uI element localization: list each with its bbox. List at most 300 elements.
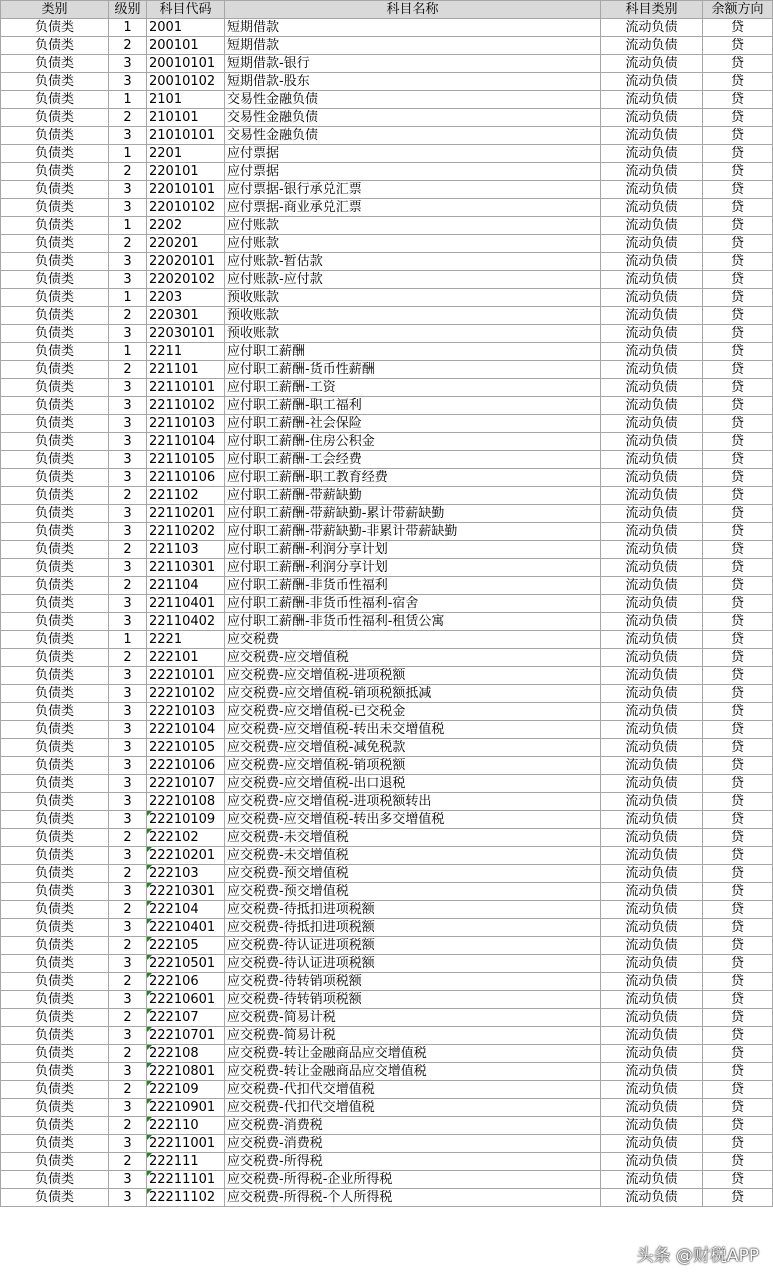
cell-category[interactable]: 负债类 — [1, 541, 109, 559]
cell-code[interactable]: 222102 — [147, 829, 225, 847]
cell-direction[interactable]: 贷 — [703, 1189, 773, 1207]
header-name[interactable]: 科目名称 — [225, 1, 601, 19]
cell-type[interactable]: 流动负债 — [601, 577, 703, 595]
cell-level[interactable]: 3 — [109, 199, 147, 217]
cell-code[interactable]: 220101 — [147, 163, 225, 181]
cell-category[interactable]: 负债类 — [1, 667, 109, 685]
cell-type[interactable]: 流动负债 — [601, 811, 703, 829]
cell-category[interactable]: 负债类 — [1, 253, 109, 271]
cell-type[interactable]: 流动负债 — [601, 433, 703, 451]
cell-direction[interactable]: 贷 — [703, 109, 773, 127]
cell-name[interactable]: 应交税费-转让金融商品应交增值税 — [225, 1063, 601, 1081]
cell-category[interactable]: 负债类 — [1, 757, 109, 775]
cell-direction[interactable]: 贷 — [703, 1099, 773, 1117]
cell-direction[interactable]: 贷 — [703, 811, 773, 829]
cell-type[interactable]: 流动负债 — [601, 1135, 703, 1153]
cell-direction[interactable]: 贷 — [703, 415, 773, 433]
cell-direction[interactable]: 贷 — [703, 55, 773, 73]
cell-type[interactable]: 流动负债 — [601, 631, 703, 649]
cell-code[interactable]: 22210901 — [147, 1099, 225, 1117]
cell-type[interactable]: 流动负债 — [601, 721, 703, 739]
cell-level[interactable]: 2 — [109, 307, 147, 325]
header-direction[interactable]: 余额方向 — [703, 1, 773, 19]
cell-type[interactable]: 流动负债 — [601, 19, 703, 37]
cell-category[interactable]: 负债类 — [1, 793, 109, 811]
cell-type[interactable]: 流动负债 — [601, 901, 703, 919]
cell-level[interactable]: 3 — [109, 451, 147, 469]
cell-name[interactable]: 应交税费-预交增值税 — [225, 865, 601, 883]
cell-category[interactable]: 负债类 — [1, 73, 109, 91]
cell-code[interactable]: 20010102 — [147, 73, 225, 91]
cell-name[interactable]: 交易性金融负债 — [225, 91, 601, 109]
cell-type[interactable]: 流动负债 — [601, 289, 703, 307]
cell-type[interactable]: 流动负债 — [601, 235, 703, 253]
cell-category[interactable]: 负债类 — [1, 649, 109, 667]
cell-type[interactable]: 流动负债 — [601, 487, 703, 505]
cell-name[interactable]: 应付账款 — [225, 217, 601, 235]
cell-name[interactable]: 应付职工薪酬-职工福利 — [225, 397, 601, 415]
cell-category[interactable]: 负债类 — [1, 1009, 109, 1027]
cell-category[interactable]: 负债类 — [1, 919, 109, 937]
cell-name[interactable]: 应交税费-未交增值税 — [225, 847, 601, 865]
cell-direction[interactable]: 贷 — [703, 595, 773, 613]
cell-type[interactable]: 流动负债 — [601, 883, 703, 901]
cell-direction[interactable]: 贷 — [703, 253, 773, 271]
cell-direction[interactable]: 贷 — [703, 739, 773, 757]
cell-type[interactable]: 流动负债 — [601, 271, 703, 289]
cell-level[interactable]: 1 — [109, 19, 147, 37]
cell-level[interactable]: 3 — [109, 595, 147, 613]
cell-code[interactable]: 221102 — [147, 487, 225, 505]
cell-name[interactable]: 应付账款 — [225, 235, 601, 253]
cell-direction[interactable]: 贷 — [703, 1027, 773, 1045]
cell-code[interactable]: 2001 — [147, 19, 225, 37]
cell-code[interactable]: 22210201 — [147, 847, 225, 865]
cell-direction[interactable]: 贷 — [703, 361, 773, 379]
cell-category[interactable]: 负债类 — [1, 1117, 109, 1135]
cell-direction[interactable]: 贷 — [703, 577, 773, 595]
cell-category[interactable]: 负债类 — [1, 181, 109, 199]
cell-type[interactable]: 流动负债 — [601, 1171, 703, 1189]
cell-type[interactable]: 流动负债 — [601, 397, 703, 415]
cell-level[interactable]: 3 — [109, 1027, 147, 1045]
cell-code[interactable]: 222106 — [147, 973, 225, 991]
cell-name[interactable]: 应交税费-应交增值税-转出多交增值税 — [225, 811, 601, 829]
cell-type[interactable]: 流动负债 — [601, 343, 703, 361]
cell-name[interactable]: 应交税费-应交增值税-销项税额 — [225, 757, 601, 775]
cell-type[interactable]: 流动负债 — [601, 253, 703, 271]
cell-type[interactable]: 流动负债 — [601, 1027, 703, 1045]
cell-type[interactable]: 流动负债 — [601, 667, 703, 685]
cell-type[interactable]: 流动负债 — [601, 775, 703, 793]
cell-type[interactable]: 流动负债 — [601, 37, 703, 55]
cell-category[interactable]: 负债类 — [1, 523, 109, 541]
cell-type[interactable]: 流动负债 — [601, 379, 703, 397]
cell-type[interactable]: 流动负债 — [601, 613, 703, 631]
cell-direction[interactable]: 贷 — [703, 1171, 773, 1189]
cell-type[interactable]: 流动负债 — [601, 361, 703, 379]
cell-level[interactable]: 3 — [109, 1099, 147, 1117]
cell-level[interactable]: 2 — [109, 361, 147, 379]
cell-name[interactable]: 应付职工薪酬-工会经费 — [225, 451, 601, 469]
cell-level[interactable]: 3 — [109, 991, 147, 1009]
cell-code[interactable]: 22210801 — [147, 1063, 225, 1081]
cell-type[interactable]: 流动负债 — [601, 865, 703, 883]
cell-direction[interactable]: 贷 — [703, 19, 773, 37]
cell-type[interactable]: 流动负债 — [601, 451, 703, 469]
cell-direction[interactable]: 贷 — [703, 523, 773, 541]
cell-category[interactable]: 负债类 — [1, 937, 109, 955]
cell-name[interactable]: 应交税费-消费税 — [225, 1135, 601, 1153]
cell-code[interactable]: 222111 — [147, 1153, 225, 1171]
cell-category[interactable]: 负债类 — [1, 271, 109, 289]
cell-name[interactable]: 应付票据-银行承兑汇票 — [225, 181, 601, 199]
cell-code[interactable]: 2101 — [147, 91, 225, 109]
cell-name[interactable]: 应交税费-待转销项税额 — [225, 991, 601, 1009]
cell-level[interactable]: 3 — [109, 253, 147, 271]
cell-type[interactable]: 流动负债 — [601, 1117, 703, 1135]
cell-code[interactable]: 22110401 — [147, 595, 225, 613]
cell-category[interactable]: 负债类 — [1, 163, 109, 181]
cell-code[interactable]: 222104 — [147, 901, 225, 919]
cell-level[interactable]: 1 — [109, 91, 147, 109]
cell-type[interactable]: 流动负债 — [601, 955, 703, 973]
cell-name[interactable]: 应付账款-应付款 — [225, 271, 601, 289]
cell-name[interactable]: 预收账款 — [225, 289, 601, 307]
cell-level[interactable]: 2 — [109, 829, 147, 847]
cell-type[interactable]: 流动负债 — [601, 739, 703, 757]
cell-code[interactable]: 22210106 — [147, 757, 225, 775]
cell-category[interactable]: 负债类 — [1, 307, 109, 325]
cell-name[interactable]: 应付职工薪酬-社会保险 — [225, 415, 601, 433]
cell-level[interactable]: 3 — [109, 505, 147, 523]
cell-type[interactable]: 流动负债 — [601, 505, 703, 523]
cell-name[interactable]: 应交税费 — [225, 631, 601, 649]
cell-type[interactable]: 流动负债 — [601, 703, 703, 721]
cell-direction[interactable]: 贷 — [703, 1117, 773, 1135]
cell-category[interactable]: 负债类 — [1, 577, 109, 595]
cell-level[interactable]: 2 — [109, 1045, 147, 1063]
cell-code[interactable]: 22210401 — [147, 919, 225, 937]
cell-level[interactable]: 3 — [109, 325, 147, 343]
cell-name[interactable]: 应交税费-预交增值税 — [225, 883, 601, 901]
cell-category[interactable]: 负债类 — [1, 19, 109, 37]
cell-direction[interactable]: 贷 — [703, 541, 773, 559]
cell-code[interactable]: 22110102 — [147, 397, 225, 415]
cell-direction[interactable]: 贷 — [703, 1153, 773, 1171]
cell-category[interactable]: 负债类 — [1, 865, 109, 883]
cell-category[interactable]: 负债类 — [1, 595, 109, 613]
cell-type[interactable]: 流动负债 — [601, 829, 703, 847]
cell-name[interactable]: 短期借款 — [225, 19, 601, 37]
cell-direction[interactable]: 贷 — [703, 397, 773, 415]
cell-code[interactable]: 22110402 — [147, 613, 225, 631]
cell-name[interactable]: 应交税费-所得税-企业所得税 — [225, 1171, 601, 1189]
cell-level[interactable]: 3 — [109, 73, 147, 91]
cell-type[interactable]: 流动负债 — [601, 649, 703, 667]
cell-level[interactable]: 3 — [109, 1189, 147, 1207]
cell-code[interactable]: 22210105 — [147, 739, 225, 757]
cell-category[interactable]: 负债类 — [1, 361, 109, 379]
cell-type[interactable]: 流动负债 — [601, 1189, 703, 1207]
cell-code[interactable]: 2211 — [147, 343, 225, 361]
cell-type[interactable]: 流动负债 — [601, 55, 703, 73]
cell-name[interactable]: 应交税费-简易计税 — [225, 1027, 601, 1045]
cell-direction[interactable]: 贷 — [703, 145, 773, 163]
cell-level[interactable]: 3 — [109, 397, 147, 415]
cell-code[interactable]: 222101 — [147, 649, 225, 667]
cell-name[interactable]: 短期借款 — [225, 37, 601, 55]
cell-type[interactable]: 流动负债 — [601, 559, 703, 577]
cell-category[interactable]: 负债类 — [1, 685, 109, 703]
cell-name[interactable]: 应付职工薪酬-非货币性福利 — [225, 577, 601, 595]
cell-category[interactable]: 负债类 — [1, 955, 109, 973]
cell-direction[interactable]: 贷 — [703, 955, 773, 973]
cell-level[interactable]: 3 — [109, 685, 147, 703]
cell-category[interactable]: 负债类 — [1, 1063, 109, 1081]
cell-code[interactable]: 221104 — [147, 577, 225, 595]
cell-type[interactable]: 流动负债 — [601, 793, 703, 811]
cell-name[interactable]: 应交税费-应交增值税-进项税额 — [225, 667, 601, 685]
cell-type[interactable]: 流动负债 — [601, 541, 703, 559]
cell-direction[interactable]: 贷 — [703, 235, 773, 253]
cell-code[interactable]: 22210101 — [147, 667, 225, 685]
cell-name[interactable]: 短期借款-股东 — [225, 73, 601, 91]
cell-name[interactable]: 应交税费-应交增值税 — [225, 649, 601, 667]
cell-category[interactable]: 负债类 — [1, 37, 109, 55]
cell-code[interactable]: 22030101 — [147, 325, 225, 343]
cell-direction[interactable]: 贷 — [703, 37, 773, 55]
cell-level[interactable]: 3 — [109, 55, 147, 73]
cell-level[interactable]: 2 — [109, 577, 147, 595]
cell-direction[interactable]: 贷 — [703, 919, 773, 937]
cell-name[interactable]: 应付职工薪酬-带薪缺勤 — [225, 487, 601, 505]
cell-name[interactable]: 应交税费-应交增值税-销项税额抵减 — [225, 685, 601, 703]
cell-code[interactable]: 22211101 — [147, 1171, 225, 1189]
cell-name[interactable]: 应付职工薪酬-非货币性福利-租赁公寓 — [225, 613, 601, 631]
cell-direction[interactable]: 贷 — [703, 289, 773, 307]
cell-level[interactable]: 2 — [109, 109, 147, 127]
cell-category[interactable]: 负债类 — [1, 847, 109, 865]
cell-category[interactable]: 负债类 — [1, 127, 109, 145]
cell-category[interactable]: 负债类 — [1, 613, 109, 631]
cell-direction[interactable]: 贷 — [703, 307, 773, 325]
cell-name[interactable]: 预收账款 — [225, 325, 601, 343]
cell-type[interactable]: 流动负债 — [601, 307, 703, 325]
cell-code[interactable]: 22210103 — [147, 703, 225, 721]
cell-name[interactable]: 应交税费-所得税 — [225, 1153, 601, 1171]
cell-name[interactable]: 预收账款 — [225, 307, 601, 325]
cell-direction[interactable]: 贷 — [703, 631, 773, 649]
cell-direction[interactable]: 贷 — [703, 883, 773, 901]
cell-direction[interactable]: 贷 — [703, 1081, 773, 1099]
cell-code[interactable]: 22210601 — [147, 991, 225, 1009]
cell-direction[interactable]: 贷 — [703, 91, 773, 109]
cell-code[interactable]: 20010101 — [147, 55, 225, 73]
cell-name[interactable]: 应交税费-简易计税 — [225, 1009, 601, 1027]
cell-level[interactable]: 3 — [109, 847, 147, 865]
cell-direction[interactable]: 贷 — [703, 865, 773, 883]
cell-level[interactable]: 2 — [109, 649, 147, 667]
cell-code[interactable]: 22210701 — [147, 1027, 225, 1045]
cell-type[interactable]: 流动负债 — [601, 469, 703, 487]
cell-name[interactable]: 应交税费-待认证进项税额 — [225, 937, 601, 955]
cell-name[interactable]: 应付职工薪酬-利润分享计划 — [225, 559, 601, 577]
cell-code[interactable]: 22110103 — [147, 415, 225, 433]
cell-category[interactable]: 负债类 — [1, 415, 109, 433]
cell-level[interactable]: 3 — [109, 379, 147, 397]
cell-name[interactable]: 应交税费-代扣代交增值税 — [225, 1081, 601, 1099]
cell-level[interactable]: 1 — [109, 289, 147, 307]
cell-name[interactable]: 应交税费-应交增值税-出口退税 — [225, 775, 601, 793]
cell-level[interactable]: 2 — [109, 973, 147, 991]
cell-direction[interactable]: 贷 — [703, 271, 773, 289]
cell-level[interactable]: 3 — [109, 721, 147, 739]
cell-code[interactable]: 22210109 — [147, 811, 225, 829]
cell-code[interactable]: 22211102 — [147, 1189, 225, 1207]
cell-type[interactable]: 流动负债 — [601, 1099, 703, 1117]
cell-level[interactable]: 2 — [109, 1081, 147, 1099]
cell-name[interactable]: 应付职工薪酬-工资 — [225, 379, 601, 397]
cell-category[interactable]: 负债类 — [1, 91, 109, 109]
cell-direction[interactable]: 贷 — [703, 829, 773, 847]
cell-type[interactable]: 流动负债 — [601, 757, 703, 775]
cell-category[interactable]: 负债类 — [1, 631, 109, 649]
cell-type[interactable]: 流动负债 — [601, 1153, 703, 1171]
cell-category[interactable]: 负债类 — [1, 559, 109, 577]
cell-level[interactable]: 3 — [109, 667, 147, 685]
cell-level[interactable]: 3 — [109, 523, 147, 541]
cell-level[interactable]: 3 — [109, 883, 147, 901]
cell-code[interactable]: 22110104 — [147, 433, 225, 451]
cell-direction[interactable]: 贷 — [703, 343, 773, 361]
header-type[interactable]: 科目类别 — [601, 1, 703, 19]
cell-direction[interactable]: 贷 — [703, 685, 773, 703]
cell-level[interactable]: 3 — [109, 433, 147, 451]
cell-type[interactable]: 流动负债 — [601, 109, 703, 127]
cell-category[interactable]: 负债类 — [1, 703, 109, 721]
cell-code[interactable]: 22110202 — [147, 523, 225, 541]
cell-level[interactable]: 3 — [109, 955, 147, 973]
cell-direction[interactable]: 贷 — [703, 487, 773, 505]
cell-type[interactable]: 流动负债 — [601, 91, 703, 109]
header-code[interactable]: 科目代码 — [147, 1, 225, 19]
cell-category[interactable]: 负债类 — [1, 811, 109, 829]
cell-category[interactable]: 负债类 — [1, 451, 109, 469]
cell-type[interactable]: 流动负债 — [601, 217, 703, 235]
cell-level[interactable]: 2 — [109, 1153, 147, 1171]
cell-code[interactable]: 22210104 — [147, 721, 225, 739]
cell-direction[interactable]: 贷 — [703, 649, 773, 667]
cell-level[interactable]: 3 — [109, 613, 147, 631]
cell-name[interactable]: 应交税费-应交增值税-减免税款 — [225, 739, 601, 757]
cell-name[interactable]: 应付职工薪酬-职工教育经费 — [225, 469, 601, 487]
cell-code[interactable]: 222105 — [147, 937, 225, 955]
cell-category[interactable]: 负债类 — [1, 379, 109, 397]
cell-category[interactable]: 负债类 — [1, 1171, 109, 1189]
cell-code[interactable]: 22020101 — [147, 253, 225, 271]
cell-direction[interactable]: 贷 — [703, 379, 773, 397]
cell-category[interactable]: 负债类 — [1, 397, 109, 415]
cell-code[interactable]: 222108 — [147, 1045, 225, 1063]
cell-level[interactable]: 2 — [109, 1009, 147, 1027]
cell-level[interactable]: 2 — [109, 235, 147, 253]
cell-category[interactable]: 负债类 — [1, 469, 109, 487]
cell-code[interactable]: 22020102 — [147, 271, 225, 289]
cell-type[interactable]: 流动负债 — [601, 1009, 703, 1027]
cell-level[interactable]: 2 — [109, 487, 147, 505]
cell-name[interactable]: 应付职工薪酬-住房公积金 — [225, 433, 601, 451]
cell-name[interactable]: 应交税费-代扣代交增值税 — [225, 1099, 601, 1117]
cell-name[interactable]: 应付职工薪酬-货币性薪酬 — [225, 361, 601, 379]
cell-direction[interactable]: 贷 — [703, 505, 773, 523]
cell-level[interactable]: 2 — [109, 937, 147, 955]
cell-direction[interactable]: 贷 — [703, 433, 773, 451]
cell-code[interactable]: 222107 — [147, 1009, 225, 1027]
cell-direction[interactable]: 贷 — [703, 775, 773, 793]
cell-name[interactable]: 应交税费-未交增值税 — [225, 829, 601, 847]
cell-code[interactable]: 2202 — [147, 217, 225, 235]
cell-level[interactable]: 3 — [109, 703, 147, 721]
cell-level[interactable]: 3 — [109, 127, 147, 145]
cell-category[interactable]: 负债类 — [1, 325, 109, 343]
cell-code[interactable]: 22110106 — [147, 469, 225, 487]
cell-name[interactable]: 应付职工薪酬 — [225, 343, 601, 361]
cell-direction[interactable]: 贷 — [703, 325, 773, 343]
cell-category[interactable]: 负债类 — [1, 109, 109, 127]
cell-type[interactable]: 流动负债 — [601, 73, 703, 91]
cell-name[interactable]: 应交税费-转让金融商品应交增值税 — [225, 1045, 601, 1063]
cell-direction[interactable]: 贷 — [703, 991, 773, 1009]
cell-level[interactable]: 2 — [109, 37, 147, 55]
cell-type[interactable]: 流动负债 — [601, 199, 703, 217]
cell-type[interactable]: 流动负债 — [601, 847, 703, 865]
cell-name[interactable]: 应交税费-消费税 — [225, 1117, 601, 1135]
cell-direction[interactable]: 贷 — [703, 847, 773, 865]
cell-direction[interactable]: 贷 — [703, 793, 773, 811]
header-category[interactable]: 类别 — [1, 1, 109, 19]
cell-direction[interactable]: 贷 — [703, 199, 773, 217]
cell-code[interactable]: 22210107 — [147, 775, 225, 793]
cell-code[interactable]: 221103 — [147, 541, 225, 559]
cell-direction[interactable]: 贷 — [703, 973, 773, 991]
cell-code[interactable]: 22110201 — [147, 505, 225, 523]
cell-code[interactable]: 22210108 — [147, 793, 225, 811]
cell-category[interactable]: 负债类 — [1, 1189, 109, 1207]
cell-level[interactable]: 1 — [109, 217, 147, 235]
cell-level[interactable]: 2 — [109, 865, 147, 883]
cell-level[interactable]: 3 — [109, 919, 147, 937]
cell-direction[interactable]: 贷 — [703, 1045, 773, 1063]
cell-type[interactable]: 流动负债 — [601, 1063, 703, 1081]
cell-type[interactable]: 流动负债 — [601, 937, 703, 955]
cell-level[interactable]: 3 — [109, 775, 147, 793]
cell-category[interactable]: 负债类 — [1, 55, 109, 73]
cell-direction[interactable]: 贷 — [703, 1135, 773, 1153]
cell-category[interactable]: 负债类 — [1, 1027, 109, 1045]
cell-name[interactable]: 应交税费-应交增值税-已交税金 — [225, 703, 601, 721]
cell-category[interactable]: 负债类 — [1, 217, 109, 235]
cell-code[interactable]: 22110301 — [147, 559, 225, 577]
cell-category[interactable]: 负债类 — [1, 991, 109, 1009]
cell-category[interactable]: 负债类 — [1, 1135, 109, 1153]
cell-code[interactable]: 22110105 — [147, 451, 225, 469]
cell-level[interactable]: 3 — [109, 757, 147, 775]
cell-direction[interactable]: 贷 — [703, 181, 773, 199]
cell-type[interactable]: 流动负债 — [601, 919, 703, 937]
cell-category[interactable]: 负债类 — [1, 721, 109, 739]
cell-direction[interactable]: 贷 — [703, 613, 773, 631]
